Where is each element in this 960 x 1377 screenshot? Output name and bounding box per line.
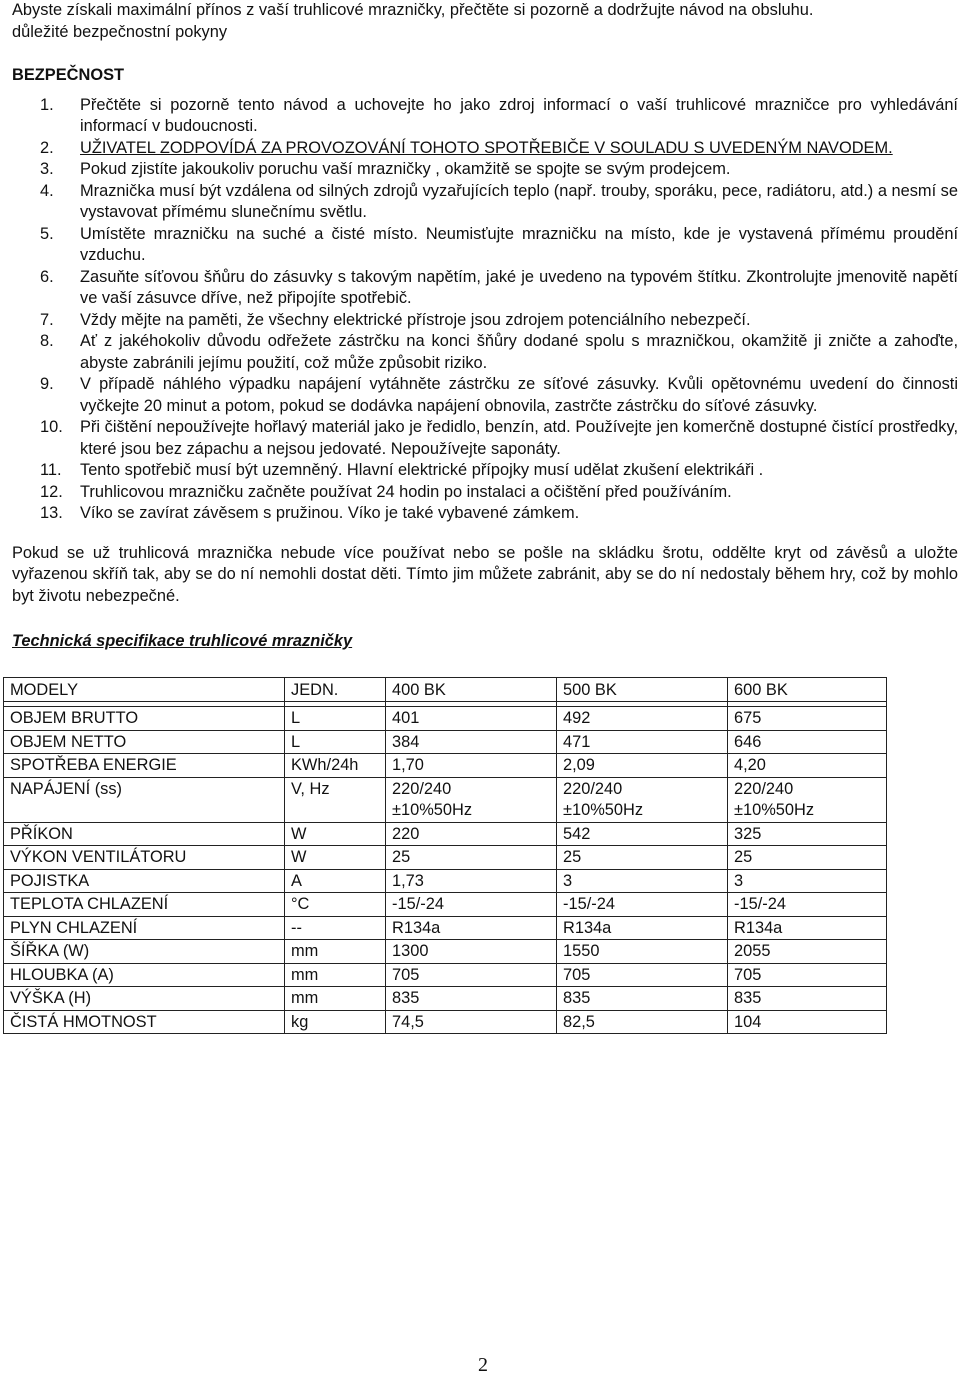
spec-400bk-cell: 705 (386, 963, 557, 987)
spec-500bk-cell: 220/240 ±10%50Hz (557, 777, 728, 822)
spec-600bk-cell: 104 (728, 1010, 887, 1034)
spec-600bk-cell: 3 (728, 869, 887, 893)
spec-600bk-cell: 2055 (728, 940, 887, 964)
spec-500bk-cell: R134a (557, 916, 728, 940)
spec-600bk-cell: 600 BK (728, 677, 887, 702)
intro-line-2: důležité bezpečnostní pokyny (12, 22, 228, 41)
table-row (4, 893, 887, 917)
spec-unit-cell: L (285, 707, 386, 731)
spec-600bk-cell: 25 (728, 846, 887, 870)
spec-unit-cell: KWh/24h (285, 754, 386, 778)
disposal-paragraph: Pokud se už truhlicová mraznička nebude více používat nebo se pošle na skládku šrotu, oddělte kryt od závěsů a uložte vyřazenou skříň tak, aby se do ní nemohli dostat děti. Tímto jim můžete zabránit, aby se do ní nedostaly během hry, což by mohlo byt životu nebezpečné. (12, 543, 958, 605)
spec-400bk-cell: 1300 (386, 940, 557, 964)
spec-400bk-cell: 384 (386, 730, 557, 754)
spec-model-cell: NAPÁJENÍ (ss) (4, 777, 285, 822)
spec-400bk-cell: 1,70 (386, 754, 557, 778)
spec-600bk-cell: 4,20 (728, 754, 887, 778)
table-row (4, 1010, 887, 1034)
list-item: 6. Zasuňte síťovou šňůru do zásuvky s takovým napětím, jaké je uvedeno na typovém štítku. Zkontrolujte jmenovitě napětí ve vaší zásuvce dříve, než připojíte spotřebič. (40, 267, 958, 307)
spec-600bk-cell: 835 (728, 987, 887, 1011)
spec-500bk-cell: -15/-24 (557, 893, 728, 917)
spec-500bk-cell: 471 (557, 730, 728, 754)
list-item: 5. Umístěte mrazničku na suché a čisté místo. Neumisťujte mrazničku na místo, kde je vystavená přímému proudění vzduchu. (40, 224, 958, 264)
table-row (4, 940, 887, 964)
table-row (4, 916, 887, 940)
list-item: 8. Ať z jakéhokoliv důvodu odřežete zástrčku na konci šňůry dodané spolu s mrazničkou, okamžitě ji zničte a zahoďte, abyste zabránili jejímu použití, což může způsobit riziko. (40, 332, 958, 372)
spec-500bk-cell: 2,09 (557, 754, 728, 778)
spec-model-cell: SPOTŘEBA ENERGIE (4, 754, 285, 778)
intro-line-1: Abyste získali maximální přínos z vaší truhlicové mrazničky, přečtěte si pozorně a dodržujte návod na obsluhu. (12, 1, 814, 19)
spec-400bk-cell: 1,73 (386, 869, 557, 893)
spec-600bk-cell: R134a (728, 916, 887, 940)
safety-list (12, 95, 958, 525)
spec-unit-cell: L (285, 730, 386, 754)
table-row (4, 754, 887, 778)
list-item: 11. Tento spotřebič musí být uzemněný. Hlavní elektrické přípojky musí udělat zkušení elektrikáři . (40, 461, 764, 479)
spec-600bk-cell: 675 (728, 707, 887, 731)
safety-title: BEZPEČNOST (12, 66, 125, 84)
spec-unit-cell: -- (285, 916, 386, 940)
spec-unit-cell: kg (285, 1010, 386, 1034)
list-item: 9. V případě náhlého výpadku napájení vytáhněte zástrčku ze síťové zásuvky. Kvůli opětovnému uvedení do činnosti vyčkejte 20 minut a potom, pokud se dodávka napájení obnovila, zastrčte zástrčku do síťové zásuvky. (40, 375, 958, 415)
intro (12, 0, 958, 43)
list-item: 4. Mraznička musí být vzdálena od silných zdrojů vyzařujících teplo (např. trouby, sporáku, pece, radiátoru, atd.) a nesmí se vystavovat přímému slunečnímu světlu. (40, 181, 958, 221)
spec-400bk-cell: 25 (386, 846, 557, 870)
spec-unit-cell: A (285, 869, 386, 893)
spec-500bk-cell: 3 (557, 869, 728, 893)
spec-600bk-cell: 325 (728, 822, 887, 846)
spec-model-cell: PŘÍKON (4, 822, 285, 846)
table-row (4, 846, 887, 870)
table-row (4, 869, 887, 893)
spec-500bk-cell: 1550 (557, 940, 728, 964)
list-item: 2. UŽIVATEL ZODPOVÍDÁ ZA PROVOZOVÁNÍ TOHOTO SPOTŘEBIČE V SOULADU S UVEDENÝM NAVODEM. (40, 138, 893, 157)
spec-model-cell: OBJEM NETTO (4, 730, 285, 754)
table-row (4, 987, 887, 1011)
spec-400bk-cell: 220/240 ±10%50Hz (386, 777, 557, 822)
spec-500bk-cell: 492 (557, 707, 728, 731)
table-row (4, 707, 887, 731)
spec-400bk-cell: -15/-24 (386, 893, 557, 917)
spec-model-cell: MODELY (4, 677, 285, 702)
spec-500bk-cell: 500 BK (557, 677, 728, 702)
table-row (4, 730, 887, 754)
spec-600bk-cell: -15/-24 (728, 893, 887, 917)
spec-400bk-cell: 835 (386, 987, 557, 1011)
list-item: 3. Pokud zjistíte jakoukoliv poruchu vaší mrazničky , okamžitě se spojte se svým prodejcem. (40, 160, 731, 178)
list-item: 1. Přečtěte si pozorně tento návod a uchovejte ho jako zdroj informací o vaší truhlicové mrazničce pro vyhledávání informací v budoucnosti. (40, 95, 958, 135)
spec-500bk-cell: 835 (557, 987, 728, 1011)
spec-600bk-cell: 646 (728, 730, 887, 754)
list-item: 12. Truhlicovou mrazničku začněte používat 24 hodin po instalaci a očištění před používáním. (40, 482, 732, 501)
spec-unit-cell: mm (285, 987, 386, 1011)
spec-unit-cell: °C (285, 893, 386, 917)
spec-unit-cell: JEDN. (285, 677, 386, 702)
spec-model-cell: TEPLOTA CHLAZENÍ (4, 893, 285, 917)
spec-table (3, 677, 887, 1035)
spec-unit-cell: mm (285, 963, 386, 987)
spec-model-cell: HLOUBKA (A) (4, 963, 285, 987)
list-item: 7. Vždy mějte na paměti, že všechny elektrické přístroje jsou zdrojem potenciálního nebezpečí. (40, 310, 751, 329)
page-number: 2 (478, 1354, 488, 1376)
spec-400bk-cell: R134a (386, 916, 557, 940)
list-item: 13. Víko se zavírat závěsem s pružinou. Víko je také vybavené zámkem. (40, 504, 580, 522)
spec-400bk-cell: 401 (386, 707, 557, 731)
spec-600bk-cell: 220/240 ±10%50Hz (728, 777, 887, 822)
spec-model-cell: VÝŠKA (H) (4, 987, 285, 1011)
spec-model-cell: POJISTKA (4, 869, 285, 893)
spec-title: Technická specifikace truhlicové mrazničky (12, 632, 353, 650)
spec-500bk-cell: 25 (557, 846, 728, 870)
spec-500bk-cell: 705 (557, 963, 728, 987)
spec-unit-cell: mm (285, 940, 386, 964)
spec-400bk-cell: 220 (386, 822, 557, 846)
list-item: 10. Při čištění nepoužívejte hořlavý materiál jako je ředidlo, benzín, atd. Používejte jen komerčně dostupné čistící prostředky, které jsou bez zápachu a nejsou jedovaté. Nepoužívejte saponáty. (40, 418, 958, 458)
spec-model-cell: OBJEM BRUTTO (4, 707, 285, 731)
table-header-row (4, 677, 887, 702)
spec-unit-cell: V, Hz (285, 777, 386, 822)
spec-600bk-cell: 705 (728, 963, 887, 987)
spec-unit-cell: W (285, 822, 386, 846)
spec-500bk-cell: 542 (557, 822, 728, 846)
spec-model-cell: PLYN CHLAZENÍ (4, 916, 285, 940)
spec-model-cell: ŠÍŘKA (W) (4, 940, 285, 964)
document-page (12, 0, 958, 653)
spec-unit-cell: W (285, 846, 386, 870)
spec-model-cell: VÝKON VENTILÁTORU (4, 846, 285, 870)
spec-500bk-cell: 82,5 (557, 1010, 728, 1034)
table-row (4, 822, 887, 846)
spec-400bk-cell: 74,5 (386, 1010, 557, 1034)
spec-model-cell: ČISTÁ HMOTNOST (4, 1010, 285, 1034)
table-row (4, 777, 887, 822)
table-row (4, 963, 887, 987)
spec-400bk-cell: 400 BK (386, 677, 557, 702)
